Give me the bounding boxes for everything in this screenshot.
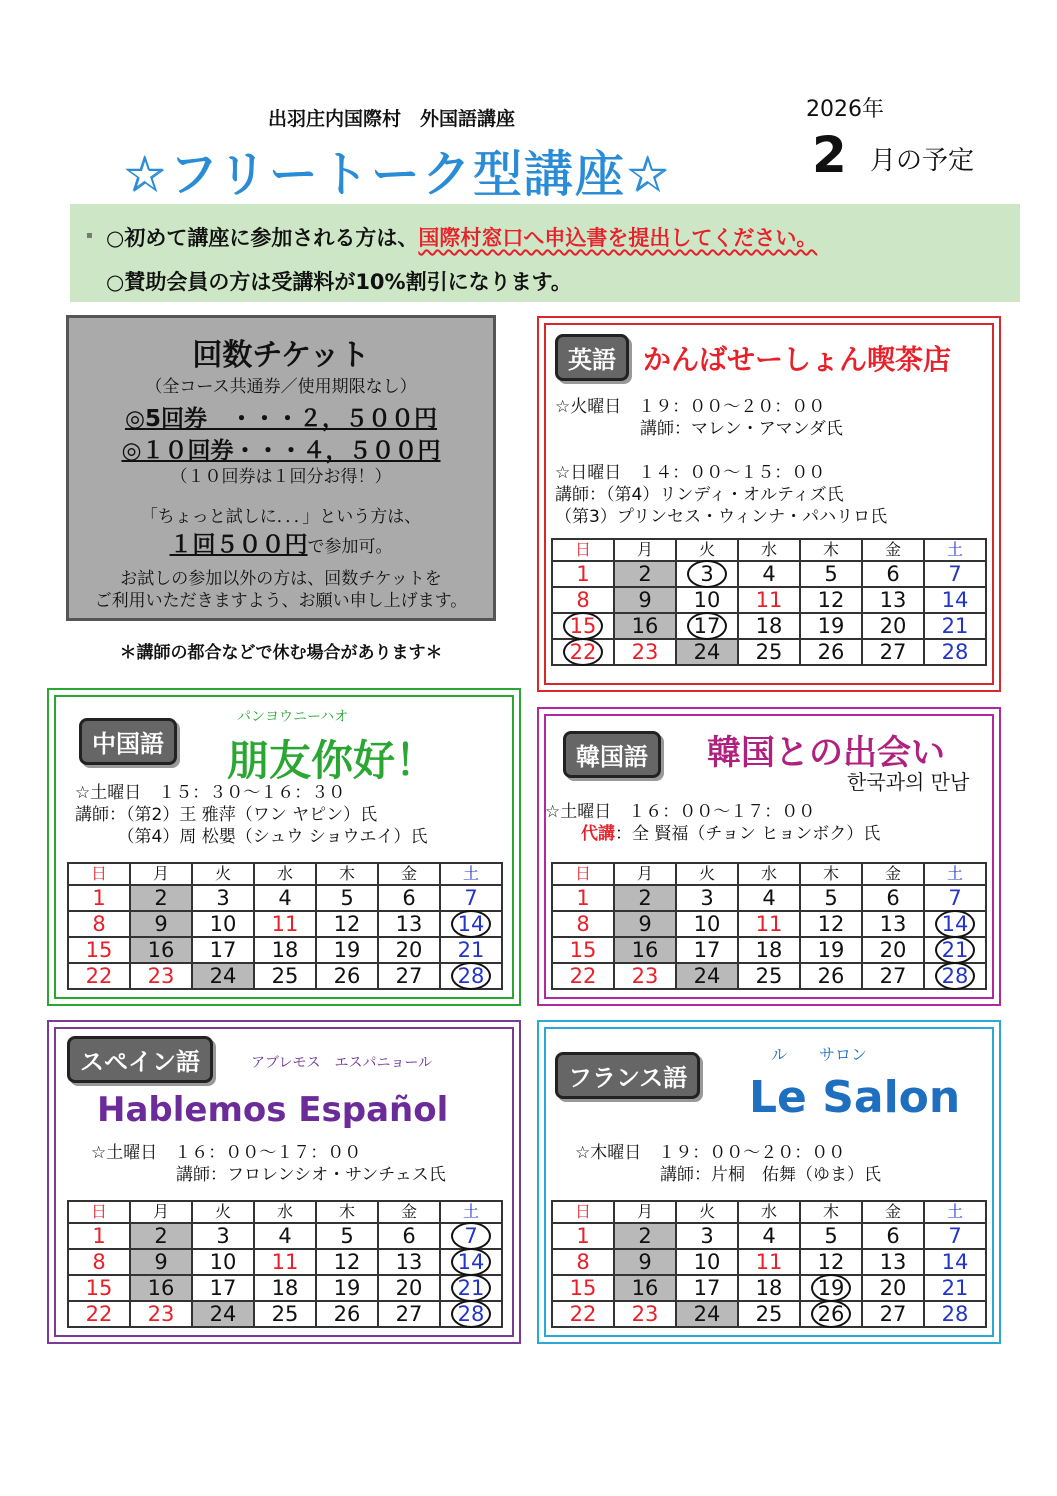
calendar-day-cell: 22: [552, 639, 614, 665]
course-badge-french: フランス語: [555, 1052, 700, 1099]
course-info-french: ☆木曜日 １９：００～２０：００ 講師：片桐 佑舞（ゆま）氏: [575, 1143, 881, 1185]
calendar-day-cell: 20: [378, 937, 440, 963]
calendar-day-cell: 10: [192, 1249, 254, 1275]
calendar-day-cell: 6: [378, 1223, 440, 1249]
calendar-day-cell: 19: [800, 1275, 862, 1301]
weekday-header-row: [68, 863, 502, 885]
course-card-spanish: [47, 1020, 521, 1344]
calendar-day-cell: 19: [316, 937, 378, 963]
course-card-chinese: [47, 688, 521, 1006]
calendar-day-cell: 15: [68, 1275, 130, 1301]
calendar-week-row: [552, 639, 986, 665]
calendar-day-cell: 9: [614, 1249, 676, 1275]
calendar-day-cell: 14: [440, 911, 502, 937]
calendar-day-cell: 23: [130, 1301, 192, 1327]
weekday-cell: 木: [800, 1201, 862, 1223]
course-info-spanish: ☆土曜日 １６：００～１７：００ 講師：フロレンシオ・サンチェス氏: [91, 1143, 446, 1185]
course-badge-korean: 韓国語: [563, 731, 661, 778]
course-title-korean: 韓国との出会い: [707, 733, 945, 773]
weekday-cell: 金: [862, 863, 924, 885]
calendar-chinese: [67, 862, 503, 990]
notice-line-2: ○賛助会員の方は受講料が10%割引になります。: [106, 270, 572, 294]
notice-highlight: 国際村窓口へ申込書を提出してください。: [418, 226, 818, 250]
calendar-day-cell: 28: [924, 963, 986, 989]
calendar-day-cell: 8: [552, 1249, 614, 1275]
calendar-day-cell: 23: [614, 963, 676, 989]
weekday-cell: 日: [552, 863, 614, 885]
calendar-day-cell: 4: [254, 1223, 316, 1249]
course-card-french: [537, 1020, 1001, 1344]
calendar-day-cell: 13: [378, 1249, 440, 1275]
calendar-week-row: [68, 1275, 502, 1301]
calendar-day-cell: 26: [316, 1301, 378, 1327]
calendar-day-cell: 12: [800, 1249, 862, 1275]
calendar-day-cell: 11: [254, 911, 316, 937]
calendar-day-cell: 19: [800, 937, 862, 963]
calendar-day-cell: 9: [130, 1249, 192, 1275]
calendar-day-cell: 8: [552, 911, 614, 937]
ticket-try-line2: [69, 526, 493, 559]
calendar-day-cell: 20: [378, 1275, 440, 1301]
calendar-day-cell: 27: [378, 1301, 440, 1327]
weekday-header-row: [552, 863, 986, 885]
course-info-chinese: ☆土曜日 １５：３０～１６：３０ 講師：（第2）王 雅萍（ワン ヤピン）氏 （第4）周 松嬰（シュウ ショウエイ）氏: [75, 783, 428, 847]
weekday-cell: 月: [130, 863, 192, 885]
weekday-cell: 火: [192, 863, 254, 885]
circled-day-mark: [687, 560, 727, 588]
calendar-day-cell: 16: [614, 613, 676, 639]
calendar-day-cell: 1: [68, 885, 130, 911]
calendar-day-cell: 25: [738, 963, 800, 989]
weekday-cell: 火: [676, 863, 738, 885]
calendar-week-row: [68, 885, 502, 911]
calendar-day-cell: 15: [552, 1275, 614, 1301]
calendar-day-cell: 20: [862, 613, 924, 639]
notice-line-1-prefix: ○初めて講座に参加される方は、: [106, 226, 419, 250]
circled-day-mark: [935, 962, 975, 990]
calendar-week-row: [68, 1249, 502, 1275]
calendar-day-cell: 4: [738, 561, 800, 587]
calendar-day-cell: 3: [192, 1223, 254, 1249]
calendar-day-cell: 14: [440, 1249, 502, 1275]
calendar-day-cell: 7: [440, 1223, 502, 1249]
weekday-cell: 木: [800, 539, 862, 561]
circled-day-mark: [563, 612, 603, 640]
course-info-english: ☆火曜日 １９：００～２０：００ 講師：マレン・アマンダ氏 ☆日曜日 １４：００～１５：００ 講師：（第4）リンディ・オルティズ氏 （第3）プリンセス・ウィンナ・パハリロ氏: [555, 397, 888, 527]
weekday-cell: 土: [924, 1201, 986, 1223]
course-ruby-chinese: パンヨウニーハオ: [237, 709, 349, 725]
calendar-day-cell: 3: [676, 885, 738, 911]
course-card-english: [537, 316, 1001, 692]
circled-day-mark: [451, 910, 491, 938]
calendar-day-cell: 25: [738, 1301, 800, 1327]
calendar-day-cell: 1: [552, 885, 614, 911]
calendar-day-cell: 12: [316, 911, 378, 937]
calendar-day-cell: 5: [316, 1223, 378, 1249]
calendar-day-cell: 25: [738, 639, 800, 665]
calendar-day-cell: 18: [738, 937, 800, 963]
calendar-day-cell: 26: [800, 639, 862, 665]
calendar-day-cell: 18: [254, 1275, 316, 1301]
calendar-day-cell: 21: [924, 1275, 986, 1301]
course-info-korean-time: ☆土曜日 １６：００～１７：００: [545, 802, 816, 822]
calendar-korean: [551, 862, 987, 990]
weekday-cell: 月: [614, 1201, 676, 1223]
ticket-try-suffix: で参加可。: [307, 537, 393, 557]
calendar-day-cell: 6: [378, 885, 440, 911]
calendar-day-cell: 27: [862, 1301, 924, 1327]
calendar-day-cell: 27: [378, 963, 440, 989]
weekday-cell: 水: [254, 1201, 316, 1223]
calendar-week-row: [552, 1301, 986, 1327]
calendar-day-cell: 17: [676, 937, 738, 963]
month-number: 2: [812, 126, 847, 184]
calendar-day-cell: 24: [676, 963, 738, 989]
calendar-day-cell: 16: [614, 1275, 676, 1301]
weekday-cell: 木: [800, 863, 862, 885]
calendar-day-cell: 1: [68, 1223, 130, 1249]
calendar-day-cell: 4: [738, 1223, 800, 1249]
calendar-day-cell: 5: [800, 1223, 862, 1249]
weekday-cell: 火: [192, 1201, 254, 1223]
weekday-cell: 金: [378, 1201, 440, 1223]
calendar-day-cell: 13: [378, 911, 440, 937]
calendar-day-cell: 3: [676, 1223, 738, 1249]
calendar-day-cell: 7: [924, 1223, 986, 1249]
weekday-header-row: [68, 1201, 502, 1223]
calendar-day-cell: 1: [552, 561, 614, 587]
calendar-day-cell: 18: [254, 937, 316, 963]
course-title-chinese: 朋友你好！: [227, 736, 438, 785]
circled-day-mark: [811, 1300, 851, 1328]
calendar-week-row: [552, 885, 986, 911]
calendar-day-cell: 3: [192, 885, 254, 911]
calendar-day-cell: 14: [924, 911, 986, 937]
calendar-day-cell: 27: [862, 963, 924, 989]
weekday-cell: 水: [254, 863, 316, 885]
calendar-day-cell: 9: [130, 911, 192, 937]
calendar-week-row: [552, 937, 986, 963]
course-badge-spanish: スペイン語: [67, 1036, 213, 1083]
weekday-cell: 水: [738, 1201, 800, 1223]
calendar-week-row: [552, 1223, 986, 1249]
course-title-spanish: Hablemos Español: [97, 1090, 449, 1130]
weekday-cell: 土: [924, 863, 986, 885]
weekday-cell: 月: [614, 863, 676, 885]
calendar-day-cell: 5: [316, 885, 378, 911]
weekday-cell: 水: [738, 863, 800, 885]
calendar-day-cell: 28: [440, 963, 502, 989]
calendar-day-cell: 11: [738, 911, 800, 937]
calendar-week-row: [552, 613, 986, 639]
weekday-cell: 土: [924, 539, 986, 561]
weekday-cell: 木: [316, 863, 378, 885]
calendar-day-cell: 2: [614, 885, 676, 911]
circled-day-mark: [451, 1248, 491, 1276]
calendar-day-cell: 28: [924, 639, 986, 665]
calendar-day-cell: 16: [130, 937, 192, 963]
calendar-day-cell: 21: [924, 937, 986, 963]
calendar-day-cell: 13: [862, 587, 924, 613]
calendar-day-cell: 13: [862, 911, 924, 937]
calendar-day-cell: 7: [440, 885, 502, 911]
circled-day-mark: [687, 612, 727, 640]
circled-day-mark: [451, 962, 491, 990]
course-ruby-spanish: アブレモス エスパニョール: [251, 1055, 433, 1071]
calendar-day-cell: 25: [254, 1301, 316, 1327]
course-badge-english: 英語: [555, 334, 629, 381]
calendar-day-cell: 2: [614, 1223, 676, 1249]
calendar-day-cell: 24: [676, 1301, 738, 1327]
calendar-day-cell: 24: [192, 963, 254, 989]
calendar-week-row: [68, 911, 502, 937]
calendar-day-cell: 10: [676, 1249, 738, 1275]
ticket-other-line1: お試しの参加以外の方は、回数チケットを: [120, 569, 442, 589]
calendar-day-cell: 5: [800, 885, 862, 911]
calendar-day-cell: 20: [862, 1275, 924, 1301]
circled-day-mark: [451, 1300, 491, 1328]
weekday-cell: 火: [676, 1201, 738, 1223]
weekday-cell: 土: [440, 1201, 502, 1223]
calendar-day-cell: 28: [440, 1301, 502, 1327]
calendar-day-cell: 6: [862, 561, 924, 587]
course-card-korean: [537, 707, 1001, 1006]
calendar-day-cell: 12: [800, 587, 862, 613]
calendar-day-cell: 15: [552, 613, 614, 639]
weekday-cell: 金: [862, 1201, 924, 1223]
weekday-cell: 火: [676, 539, 738, 561]
calendar-day-cell: 12: [316, 1249, 378, 1275]
holiday-note: ＊講師の都合などで休む場合があります＊: [119, 643, 443, 663]
calendar-day-cell: 20: [862, 937, 924, 963]
calendar-day-cell: 11: [254, 1249, 316, 1275]
calendar-day-cell: 25: [254, 963, 316, 989]
calendar-week-row: [552, 1275, 986, 1301]
calendar-day-cell: 8: [68, 1249, 130, 1275]
calendar-week-row: [552, 1249, 986, 1275]
course-title-english: かんばせーしょん喫茶店: [643, 343, 952, 376]
calendar-day-cell: 27: [862, 639, 924, 665]
weekday-cell: 日: [68, 863, 130, 885]
organization-name: 出羽庄内国際村 外国語講座: [268, 108, 516, 130]
calendar-day-cell: 23: [614, 1301, 676, 1327]
weekday-cell: 金: [378, 863, 440, 885]
weekday-cell: 水: [738, 539, 800, 561]
circled-day-mark: [811, 1274, 851, 1302]
calendar-day-cell: 16: [614, 937, 676, 963]
calendar-day-cell: 10: [676, 587, 738, 613]
calendar-week-row: [552, 561, 986, 587]
weekday-cell: 土: [440, 863, 502, 885]
calendar-week-row: [68, 1223, 502, 1249]
calendar-day-cell: 17: [192, 1275, 254, 1301]
calendar-day-cell: 10: [676, 911, 738, 937]
course-subtitle-korean: 한국과의 만남: [847, 770, 970, 794]
circled-day-mark: [563, 638, 603, 666]
circled-day-mark: [935, 936, 975, 964]
course-title-french: Le Salon: [749, 1072, 961, 1123]
calendar-day-cell: 1: [552, 1223, 614, 1249]
calendar-week-row: [552, 587, 986, 613]
calendar-day-cell: 9: [614, 911, 676, 937]
ticket-note: （１０回券は１回分お得！）: [170, 467, 392, 487]
weekday-cell: 日: [552, 1201, 614, 1223]
calendar-day-cell: 21: [440, 937, 502, 963]
calendar-week-row: [552, 911, 986, 937]
calendar-day-cell: 2: [614, 561, 676, 587]
course-ruby-french: ル サロン: [771, 1045, 868, 1064]
ticket-subtitle: （全コース共通券／使用期限なし）: [145, 377, 417, 397]
notice-banner: [70, 204, 1020, 302]
calendar-day-cell: 7: [924, 885, 986, 911]
calendar-day-cell: 18: [738, 613, 800, 639]
ticket-other-line2: ご利用いただきますよう、お願い申し上げます。: [94, 591, 468, 611]
calendar-day-cell: 6: [862, 885, 924, 911]
calendar-spanish: [67, 1200, 503, 1328]
calendar-day-cell: 8: [68, 911, 130, 937]
calendar-day-cell: 7: [924, 561, 986, 587]
page-title: ☆フリートーク型講座☆: [122, 145, 671, 203]
weekday-cell: 日: [552, 539, 614, 561]
month-suffix: 月の予定: [870, 146, 975, 176]
course-info-korean-teacher: [581, 823, 880, 845]
calendar-day-cell: 19: [800, 613, 862, 639]
calendar-day-cell: 11: [738, 1249, 800, 1275]
calendar-day-cell: 19: [316, 1275, 378, 1301]
calendar-day-cell: 14: [924, 587, 986, 613]
calendar-day-cell: 13: [862, 1249, 924, 1275]
calendar-french: [551, 1200, 987, 1328]
notice-line-1: [106, 222, 817, 252]
calendar-day-cell: 23: [614, 639, 676, 665]
calendar-day-cell: 16: [130, 1275, 192, 1301]
course-badge-chinese: 中国語: [79, 718, 177, 765]
calendar-day-cell: 26: [800, 1301, 862, 1327]
calendar-day-cell: 23: [130, 963, 192, 989]
calendar-day-cell: 28: [924, 1301, 986, 1327]
calendar-day-cell: 18: [738, 1275, 800, 1301]
weekday-cell: 月: [130, 1201, 192, 1223]
calendar-day-cell: 21: [440, 1275, 502, 1301]
calendar-week-row: [68, 937, 502, 963]
calendar-day-cell: 2: [130, 1223, 192, 1249]
calendar-day-cell: 4: [254, 885, 316, 911]
calendar-day-cell: 15: [552, 937, 614, 963]
ticket-ten: ◎１０回券・・・４，５００円: [121, 438, 441, 464]
calendar-day-cell: 9: [614, 587, 676, 613]
ticket-try-line1: 「ちょっと試しに．．．」という方は、: [140, 507, 422, 527]
weekday-header-row: [552, 539, 986, 561]
weekday-cell: 木: [316, 1201, 378, 1223]
calendar-day-cell: 22: [552, 1301, 614, 1327]
calendar-english: [551, 538, 987, 666]
calendar-day-cell: 11: [738, 587, 800, 613]
weekday-cell: 金: [862, 539, 924, 561]
calendar-week-row: [552, 963, 986, 989]
calendar-day-cell: 17: [676, 1275, 738, 1301]
teacher-name-korean: ：全 賢福（チョン ヒョンボク）氏: [615, 824, 881, 844]
weekday-cell: 月: [614, 539, 676, 561]
calendar-day-cell: 17: [192, 937, 254, 963]
calendar-day-cell: 6: [862, 1223, 924, 1249]
calendar-day-cell: 8: [552, 587, 614, 613]
calendar-day-cell: 10: [192, 911, 254, 937]
calendar-day-cell: 5: [800, 561, 862, 587]
substitute-label: 代講: [581, 824, 615, 844]
calendar-day-cell: 26: [316, 963, 378, 989]
calendar-day-cell: 12: [800, 911, 862, 937]
weekday-cell: 日: [68, 1201, 130, 1223]
calendar-day-cell: 22: [552, 963, 614, 989]
calendar-day-cell: 26: [800, 963, 862, 989]
weekday-header-row: [552, 1201, 986, 1223]
ticket-title: 回数チケット: [192, 338, 370, 373]
calendar-day-cell: 24: [676, 639, 738, 665]
ticket-five: ◎5回券 ・・・２，５００円: [124, 406, 438, 432]
calendar-week-row: [68, 1301, 502, 1327]
calendar-day-cell: 2: [130, 885, 192, 911]
circled-day-mark: [451, 1222, 491, 1250]
calendar-day-cell: 15: [68, 937, 130, 963]
calendar-day-cell: 22: [68, 963, 130, 989]
ticket-try-price: １回５００円: [169, 532, 308, 558]
calendar-day-cell: 4: [738, 885, 800, 911]
calendar-day-cell: 14: [924, 1249, 986, 1275]
circled-day-mark: [935, 910, 975, 938]
calendar-week-row: [68, 963, 502, 989]
calendar-day-cell: 3: [676, 561, 738, 587]
year-label: 2026年: [806, 97, 884, 122]
calendar-day-cell: 21: [924, 613, 986, 639]
calendar-day-cell: 22: [68, 1301, 130, 1327]
calendar-day-cell: 24: [192, 1301, 254, 1327]
calendar-day-cell: 17: [676, 613, 738, 639]
circled-day-mark: [451, 1274, 491, 1302]
bullet-dot-icon: ▪: [86, 230, 93, 241]
ticket-box: [66, 315, 496, 621]
